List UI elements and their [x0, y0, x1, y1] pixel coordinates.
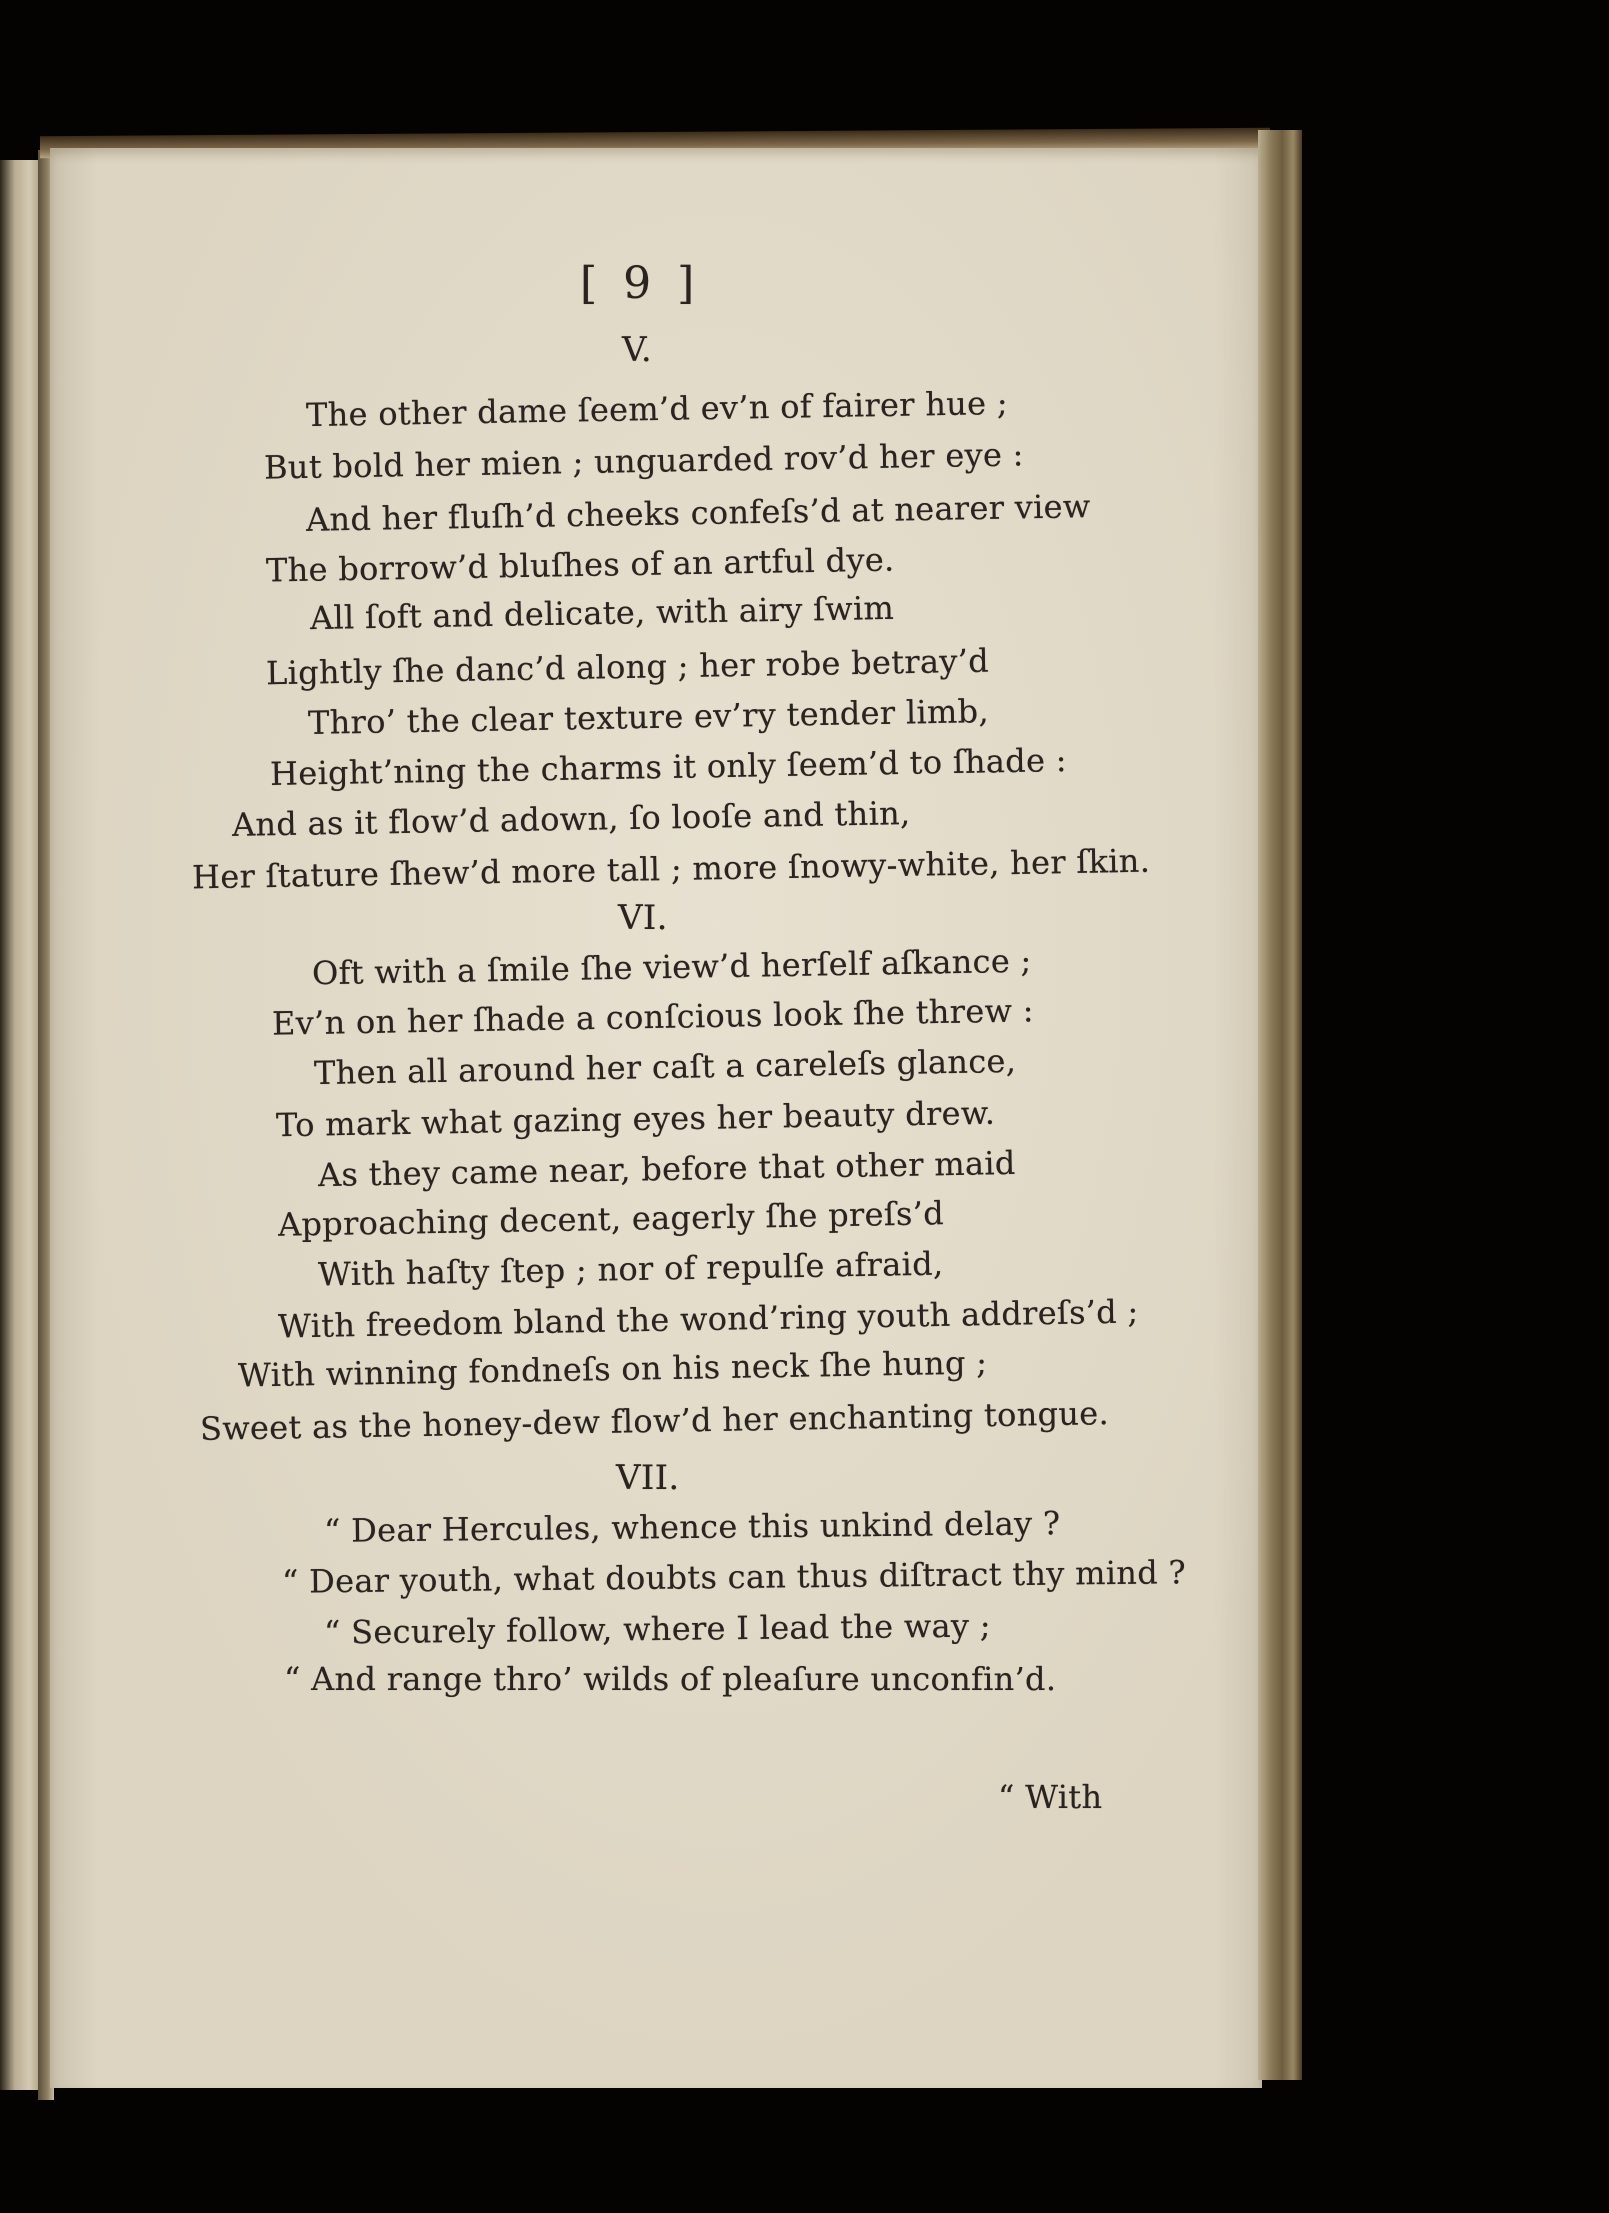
verse-line: Sweet as the honey-dew flow’d her enchanting tongue.: [199, 1394, 1110, 1448]
verse-line: But bold her mien ; unguarded rov’d her eye :: [263, 435, 1024, 487]
verse-line: With winning fondneſs on his neck ſhe hung ;: [237, 1343, 988, 1395]
verse-line: To mark what gazing eyes her beauty drew.: [275, 1093, 996, 1145]
verse-line: And her fluſh’d cheeks confeſs’d at nearer view: [305, 487, 1091, 539]
verse-line: With haſty ſtep ; nor of repulſe afraid,: [317, 1244, 944, 1294]
right-board-edge: [1258, 130, 1302, 2080]
stanza-heading-v: V.: [622, 330, 653, 370]
verse-line: “ Securely follow, where I lead the way ;: [323, 1606, 992, 1652]
left-page-edge: [0, 160, 42, 2090]
verse-line: And as it flow’d adown, ſo looſe and thin,: [231, 794, 911, 844]
verse-line: The borrow’d bluſhes of an artful dye.: [265, 540, 895, 590]
verse-line: Ev’n on her ſhade a conſcious look ſhe threw :: [271, 991, 1035, 1043]
catchword: “ With: [998, 1778, 1103, 1816]
verse-line: As they came near, before that other maid: [317, 1143, 1016, 1195]
stanza-heading-vi: VI.: [618, 898, 668, 938]
verse-line: Oft with a ſmile ſhe view’d herſelf aſkance ;: [311, 941, 1032, 993]
verse-line: Thro’ the clear texture ev’ry tender limb,: [307, 692, 990, 742]
verse-line: Approaching decent, eagerly ſhe preſs’d: [277, 1194, 945, 1244]
verse-line: Lightly ſhe danc’d along ; her robe betray’d: [265, 641, 990, 693]
stanza-heading-vii: VII.: [616, 1458, 680, 1498]
page-number: [ 9 ]: [580, 258, 701, 309]
verse-line: With freedom bland the wond’ring youth addreſs’d ;: [277, 1292, 1139, 1346]
verse-line: Her ſtature ſhew’d more tall ; more ſnowy-white, her ſkin.: [191, 841, 1151, 897]
verse-line: “ Dear youth, what doubts can thus diſtract thy mind ?: [281, 1553, 1187, 1601]
verse-line: “ And range thro’ wilds of pleaſure unconfin’d.: [284, 1660, 1057, 1698]
verse-line: “ Dear Hercules, whence this unkind delay ?: [323, 1504, 1061, 1550]
verse-line: Height’ning the charms it only ſeem’d to ſhade :: [269, 741, 1068, 793]
verse-line: The other dame ſeem’d ev’n of fairer hue ;: [305, 383, 1009, 435]
verse-line: Then all around her caſt a careleſs glance,: [313, 1041, 1017, 1093]
verse-line: All ſoft and delicate, with airy ſwim: [309, 588, 895, 638]
